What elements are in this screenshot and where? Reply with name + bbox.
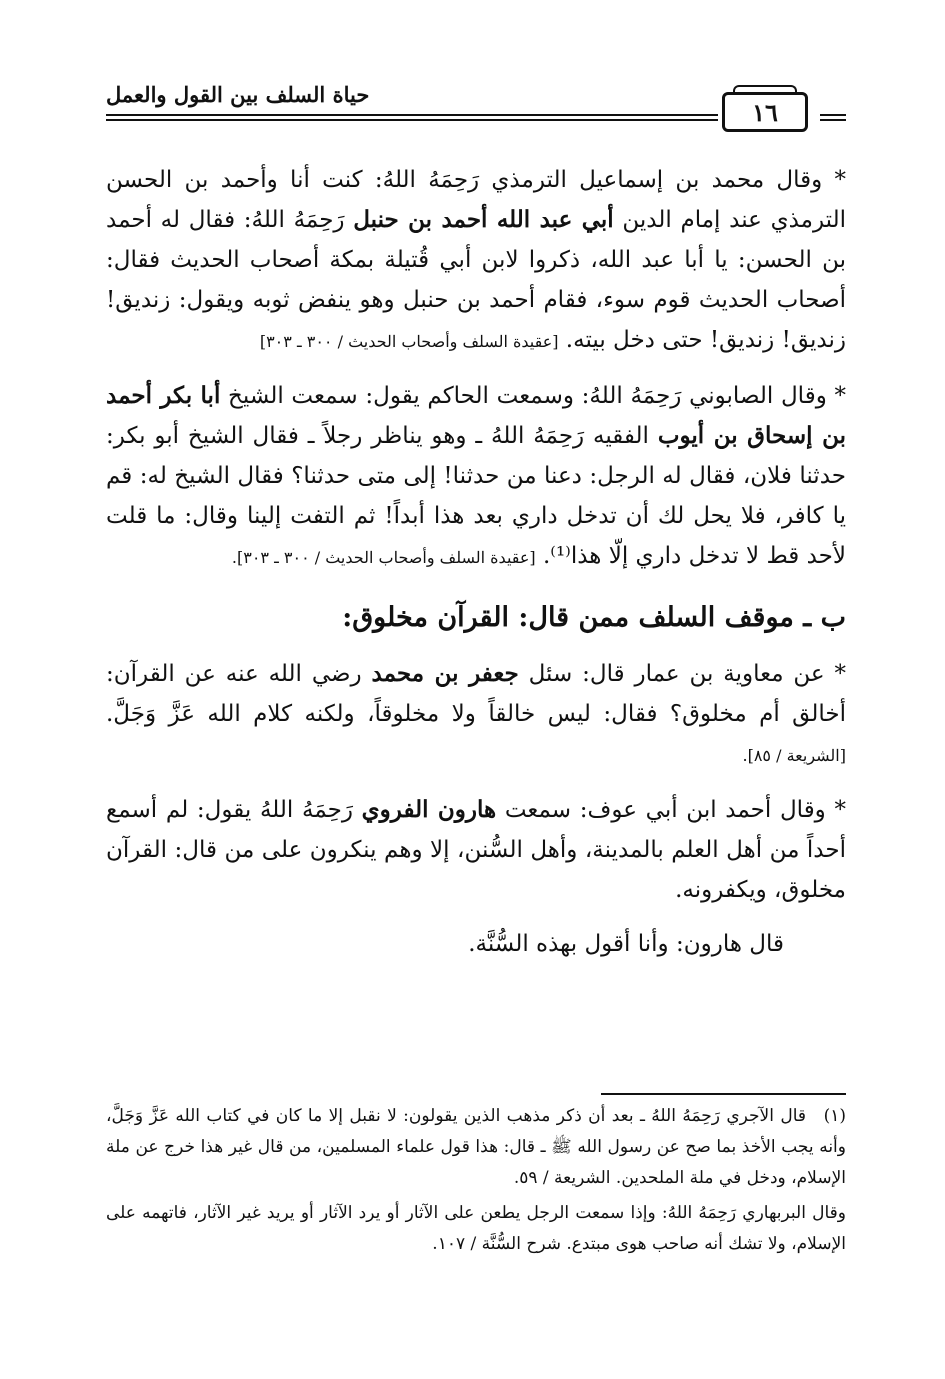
bold-name: جعفر بن محمد — [371, 660, 519, 687]
footnote-text: قال الآجري رَحِمَهُ اللهُ ـ بعد أن ذكر مذهب الذين يقولون: لا نقبل إلا ما كان في كتاب الله عَزَّ وَجَلَّ، وأنه يجب الأخذ بما صح عن رسول الله ﷺ ـ قال: هذا قول علماء المسلمين، من قال غير هذا خرج عن ملة الإسلام، ودخل في ملة الملحدين. الشريعة / ٥٩. — [106, 1106, 846, 1188]
paragraph — [106, 376, 846, 578]
bold-name: أبا بكر أحمد بن إسحاق بن أيوب — [106, 382, 846, 449]
page-header — [106, 78, 846, 138]
text-run: رَحِمَهُ اللهُ: فقال له أحمد بن الحسن: يا أبا عبد الله، ذكروا لابن أبي قُتيلة بمكة أصحاب الحديث فقال: أصحاب الحديث قوم سوء، فقام أحمد بن حنبل وهو ينفض ثوبه ويقول: زنديق! زنديق! زنديق! حتى دخل بيته. — [106, 207, 846, 353]
citation: [الشريعة / ٨٥]. — [742, 746, 846, 765]
header-rule — [106, 114, 718, 116]
footnotes — [106, 1101, 846, 1264]
footnote — [106, 1101, 846, 1194]
page-number: ١٦ — [722, 92, 808, 132]
paragraph — [106, 790, 846, 910]
main-text — [106, 160, 846, 978]
text-run: رضي الله عنه عن القرآن: أخالق أم مخلوق؟ فقال: ليس خالقاً ولا مخلوقاً، ولكنه كلام الله عَزَّ وَجَلَّ. — [106, 661, 846, 727]
footnote-continuation: وقال البربهاري رَحِمَهُ اللهُ: وإذا سمعت الرجل يطعن على الآثار أو يرد الآثار أو يريد غير الآثار، فاتهمه على الإسلام، ولا تشك أنه صاحب هوى مبتدع. شرح السُّنَّة / ١٠٧. — [106, 1203, 846, 1254]
section-heading: ب ـ موقف السلف ممن قال: القرآن مخلوق: — [342, 602, 846, 633]
paragraph — [106, 160, 846, 362]
bold-name: هارون الفروي — [361, 796, 497, 823]
header-rule — [820, 114, 846, 116]
text-run: * عن معاوية بن عمار قال: سئل — [518, 661, 847, 687]
bold-name: أبي عبد الله أحمد بن حنبل — [353, 206, 614, 233]
citation: [عقيدة السلف وأصحاب الحديث / ٣٠٠ ـ ٣٠٣] — [259, 332, 559, 351]
running-title: حياة السلف بين القول والعمل — [106, 82, 370, 107]
text-run: * وقال محمد بن إسماعيل الترمذي رَحِمَهُ اللهُ: كنت أنا وأحمد بن الحسن الترمذي عند إمام الدين — [106, 167, 847, 233]
paragraph — [106, 654, 846, 776]
text-run: رَحِمَهُ اللهُ يقول: لم أسمع أحداً من أهل العلم بالمدينة، وأهل السُّنن، إلا وهم ينكرون على من قال: القرآن مخلوق، ويكفرونه. — [106, 797, 846, 903]
header-rule — [820, 119, 846, 121]
text-run: الفقيه رَحِمَهُ اللهُ ـ وهو يناظر رجلاً ـ فقال الشيخ أبو بكر: حدثنا فلان، فقال له الرجل: دعنا من حدثنا! إلى متى حدثنا؟ فقال الشيخ له: قم يا كافر، فلا يحل لك أن تدخل داري بعد هذا أبداً! ثم التفت إلينا وقال: ما قلت لأحد قط لا تدخل داري إلّا هذا⁽¹⁾. — [106, 423, 846, 569]
footnote-number: (١) — [823, 1106, 846, 1126]
header-rule — [106, 119, 718, 121]
paragraph: قال هارون: وأنا أقول بهذه السُّنَّة. — [468, 931, 784, 957]
citation: [عقيدة السلف وأصحاب الحديث / ٣٠٠ ـ ٣٠٣]. — [231, 548, 536, 567]
text-run: * وقال الصابوني رَحِمَهُ اللهُ: وسمعت الحاكم يقول: سمعت الشيخ — [220, 383, 846, 409]
footnote-divider — [601, 1093, 846, 1095]
text-run: * وقال أحمد ابن أبي عوف: سمعت — [496, 797, 846, 823]
